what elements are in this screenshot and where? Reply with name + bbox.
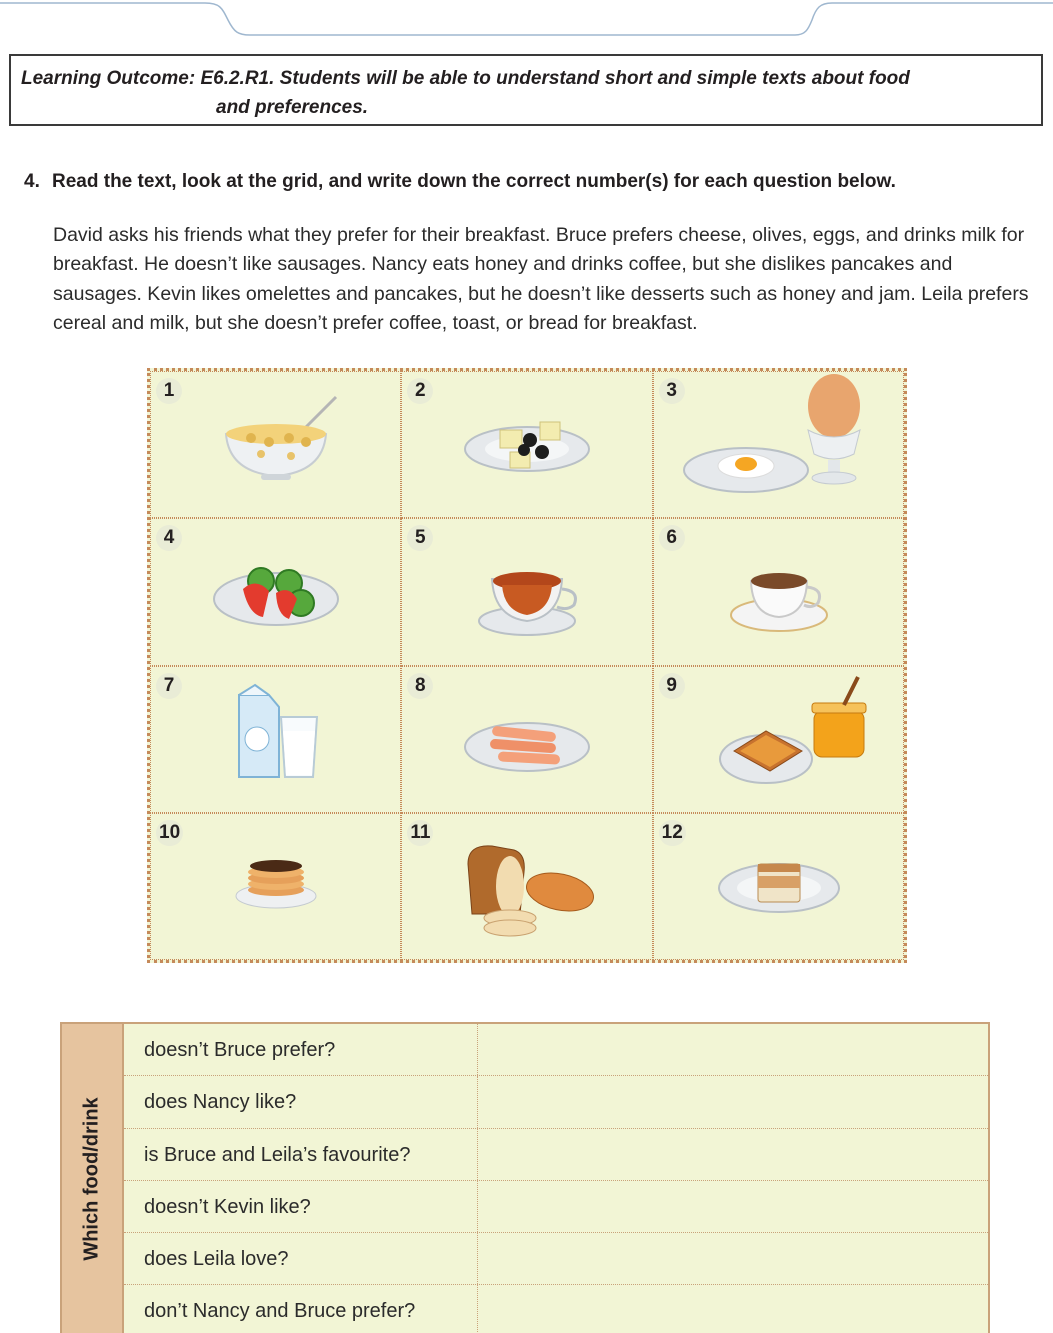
cell-number: 1	[156, 378, 182, 404]
cereal-bowl-icon	[151, 372, 403, 519]
answer-field[interactable]	[478, 1181, 988, 1232]
grid-cell-1	[150, 371, 401, 518]
eggs-icon	[654, 372, 906, 519]
answer-field[interactable]	[478, 1129, 988, 1180]
side-label-text: Which food/drink	[80, 1097, 103, 1261]
answer-row	[124, 1076, 988, 1128]
answer-field[interactable]	[478, 1076, 988, 1127]
grid-cell-7	[150, 666, 401, 813]
salad-plate-icon	[151, 519, 403, 666]
grid-cell-4	[150, 518, 401, 665]
reading-passage: David asks his friends what they prefer for their breakfast. Bruce prefers cheese, olives, eggs, and drinks milk for breakfast. He doesn’t like sausages. Nancy eats honey and drinks coffee, but she dislikes pancakes and sausages. Kevin likes omelettes and pancakes, but he doesn’t like desserts such as honey and jam. Leila prefers cereal and milk, but she doesn’t prefer coffee, toast, or bread for breakfast.	[53, 224, 1029, 335]
question-cell: doesn’t Bruce prefer?	[124, 1024, 478, 1075]
cell-number: 11	[407, 820, 433, 846]
grid-cell-2	[401, 371, 652, 518]
answer-row	[124, 1233, 988, 1285]
answer-field[interactable]	[478, 1285, 988, 1333]
milk-icon	[151, 667, 403, 814]
cell-number: 4	[156, 525, 182, 551]
learning-outcome-box	[9, 54, 1043, 126]
grid-cell-8	[401, 666, 652, 813]
cell-number: 12	[659, 820, 686, 846]
page-header-tab	[0, 0, 1053, 40]
cell-number: 6	[659, 525, 685, 551]
question-number: 4.	[24, 171, 40, 192]
coffee-cup-icon	[654, 519, 906, 666]
question-cell: don’t Nancy and Bruce prefer?	[124, 1285, 478, 1333]
answer-table	[60, 1022, 990, 1333]
question-cell: is Bruce and Leila’s favourite?	[124, 1129, 478, 1180]
grid-cell-10	[150, 813, 401, 960]
grid-cell-9	[653, 666, 904, 813]
grid-cell-3	[653, 371, 904, 518]
answer-field[interactable]	[478, 1024, 988, 1075]
answer-row	[124, 1285, 988, 1333]
cell-number: 5	[407, 525, 433, 551]
learning-outcome-line2: and preferences.	[216, 97, 369, 118]
answer-table-side-label	[62, 1024, 124, 1333]
sausages-plate-icon	[402, 667, 654, 814]
question-text: Read the text, look at the grid, and write down the correct number(s) for each question below.	[52, 171, 896, 192]
cell-number: 9	[659, 673, 685, 699]
bread-icon	[402, 814, 654, 961]
food-grid	[147, 368, 907, 963]
cell-number: 8	[407, 673, 433, 699]
pancakes-icon	[151, 814, 403, 961]
cell-number: 7	[156, 673, 182, 699]
grid-cell-11	[401, 813, 652, 960]
grid-cell-12	[653, 813, 904, 960]
cheese-olives-plate-icon	[402, 372, 654, 519]
tea-cup-icon	[402, 519, 654, 666]
answer-rows	[124, 1024, 988, 1333]
grid-cell-6	[653, 518, 904, 665]
answer-row	[124, 1181, 988, 1233]
answer-row	[124, 1024, 988, 1076]
question-cell: doesn’t Kevin like?	[124, 1181, 478, 1232]
answer-row	[124, 1129, 988, 1181]
learning-outcome-line1: Learning Outcome: E6.2.R1. Students will be able to understand short and simple texts about food	[21, 68, 910, 89]
toast-honey-jar-icon	[654, 667, 906, 814]
cell-number: 10	[156, 820, 183, 846]
question-cell: does Leila love?	[124, 1233, 478, 1284]
cell-number: 3	[659, 378, 685, 404]
question-instruction	[24, 170, 1034, 194]
sandwich-plate-icon	[654, 814, 906, 961]
question-cell: does Nancy like?	[124, 1076, 478, 1127]
cell-number: 2	[407, 378, 433, 404]
answer-field[interactable]	[478, 1233, 988, 1284]
grid-cell-5	[401, 518, 652, 665]
